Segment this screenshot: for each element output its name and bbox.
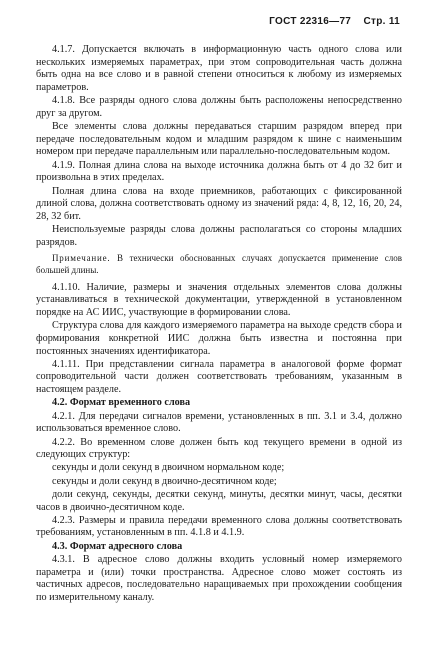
clause-4-1-9: 4.1.9. Полная длина слова на выходе источника должна быть от 4 до 32 бит и произвольна в этих пределах. (36, 159, 402, 184)
standard-number: ГОСТ 22316—77 (269, 16, 352, 27)
note (36, 253, 402, 276)
clause-4-2-2: 4.2.2. Во временном слове должен быть код текущего времени в одной из следующих структур: (36, 436, 402, 461)
section-heading-4-2 (36, 397, 402, 410)
clause-4-2-1: 4.2.1. Для передачи сигналов времени, установленных в пп. 3.1 и 3.4, должно использоваться временное слово. (36, 410, 402, 435)
list-item-binary-normal: секунды и доли секунд в двоичном нормальном коде; (52, 462, 285, 474)
note-lead: Примечание. (52, 253, 111, 264)
paragraph-word-structure: Структура слова для каждого измеряемого параметра на выходе средств сбора и формирования конкретной ИИС должна быть известна и постоянна при постоянных значениях идентификатора. (36, 320, 402, 357)
paragraph-unused-bits: Неиспользуемые разряды слова должны располагаться со стороны младших разрядов. (36, 224, 402, 248)
document-body (36, 44, 402, 605)
section-number: 4.3. (52, 540, 68, 552)
clause-4-2-3: 4.2.3. Размеры и правила передачи временного слова должны соответствовать требованиям, установленным в пп. 4.1.8 и 4.1.9. (36, 514, 402, 539)
clause-4-1-7: 4.1.7. Допускается включать в информационную часть одного слова или нескольких измеряемых параметрах, при этом сопроводительная часть должна быть одна на все слово и в равной степени относиться к любому из измеряемых параметров. (36, 44, 402, 93)
section-heading-4-3 (36, 541, 402, 554)
section-title: Формат временного слова (67, 397, 191, 409)
paragraph-bit-order: Все элементы слова должны передаваться старшим разрядом вперед при передаче последовательным кодом и младшим разрядом к шине с наименьшим номером при передаче параллельным или параллельно-последовательным кодом. (36, 121, 402, 158)
note-text: В технически обоснованных случаях допускается применение слов большей длины. (36, 253, 402, 276)
page-number: Стр. 11 (363, 16, 400, 27)
clause-4-1-11: 4.1.11. При представлении сигнала параметра в аналоговой форме формат сопроводительной части должен соответствовать требованиям, указанным в настоящем разделе. (36, 358, 402, 396)
list-item-binary-decimal: секунды и доли секунд в двоично-десятичном коде; (52, 475, 277, 487)
page-header (269, 16, 400, 27)
clause-4-3-1: 4.3.1. В адресное слово должны входить условный номер измеряемого параметра и (или) точки пространства. Адресное слово может состоять из частичных адресов, последовательно наращиваемых при прохождении сообщения по измерительному каналу. (36, 553, 402, 603)
clause-4-1-8: 4.1.8. Все разряды одного слова должны быть расположены непосредственно друг за другом. (36, 95, 402, 119)
section-number: 4.2. (52, 397, 68, 409)
clause-4-1-10: 4.1.10. Наличие, размеры и значения отдельных элементов слова должны устанавливаться в технической документации, утвержденной в установленном порядке на АС ИИС, участвующие в формировании слова. (36, 281, 402, 318)
list-item-time-units: доли секунд, секунды, десятки секунд, минуты, десятки минут, часы, десятки часов в двоично-десятичном коде. (36, 488, 402, 513)
section-title: Формат адресного слова (67, 540, 183, 552)
paragraph-fixed-length: Полная длина слова на входе приемников, работающих с фиксированной длиной слова, должна соответствовать одному из значений ряда: 4, 8, 12, 16, 20, 24, 28, 32 бит. (36, 185, 402, 222)
